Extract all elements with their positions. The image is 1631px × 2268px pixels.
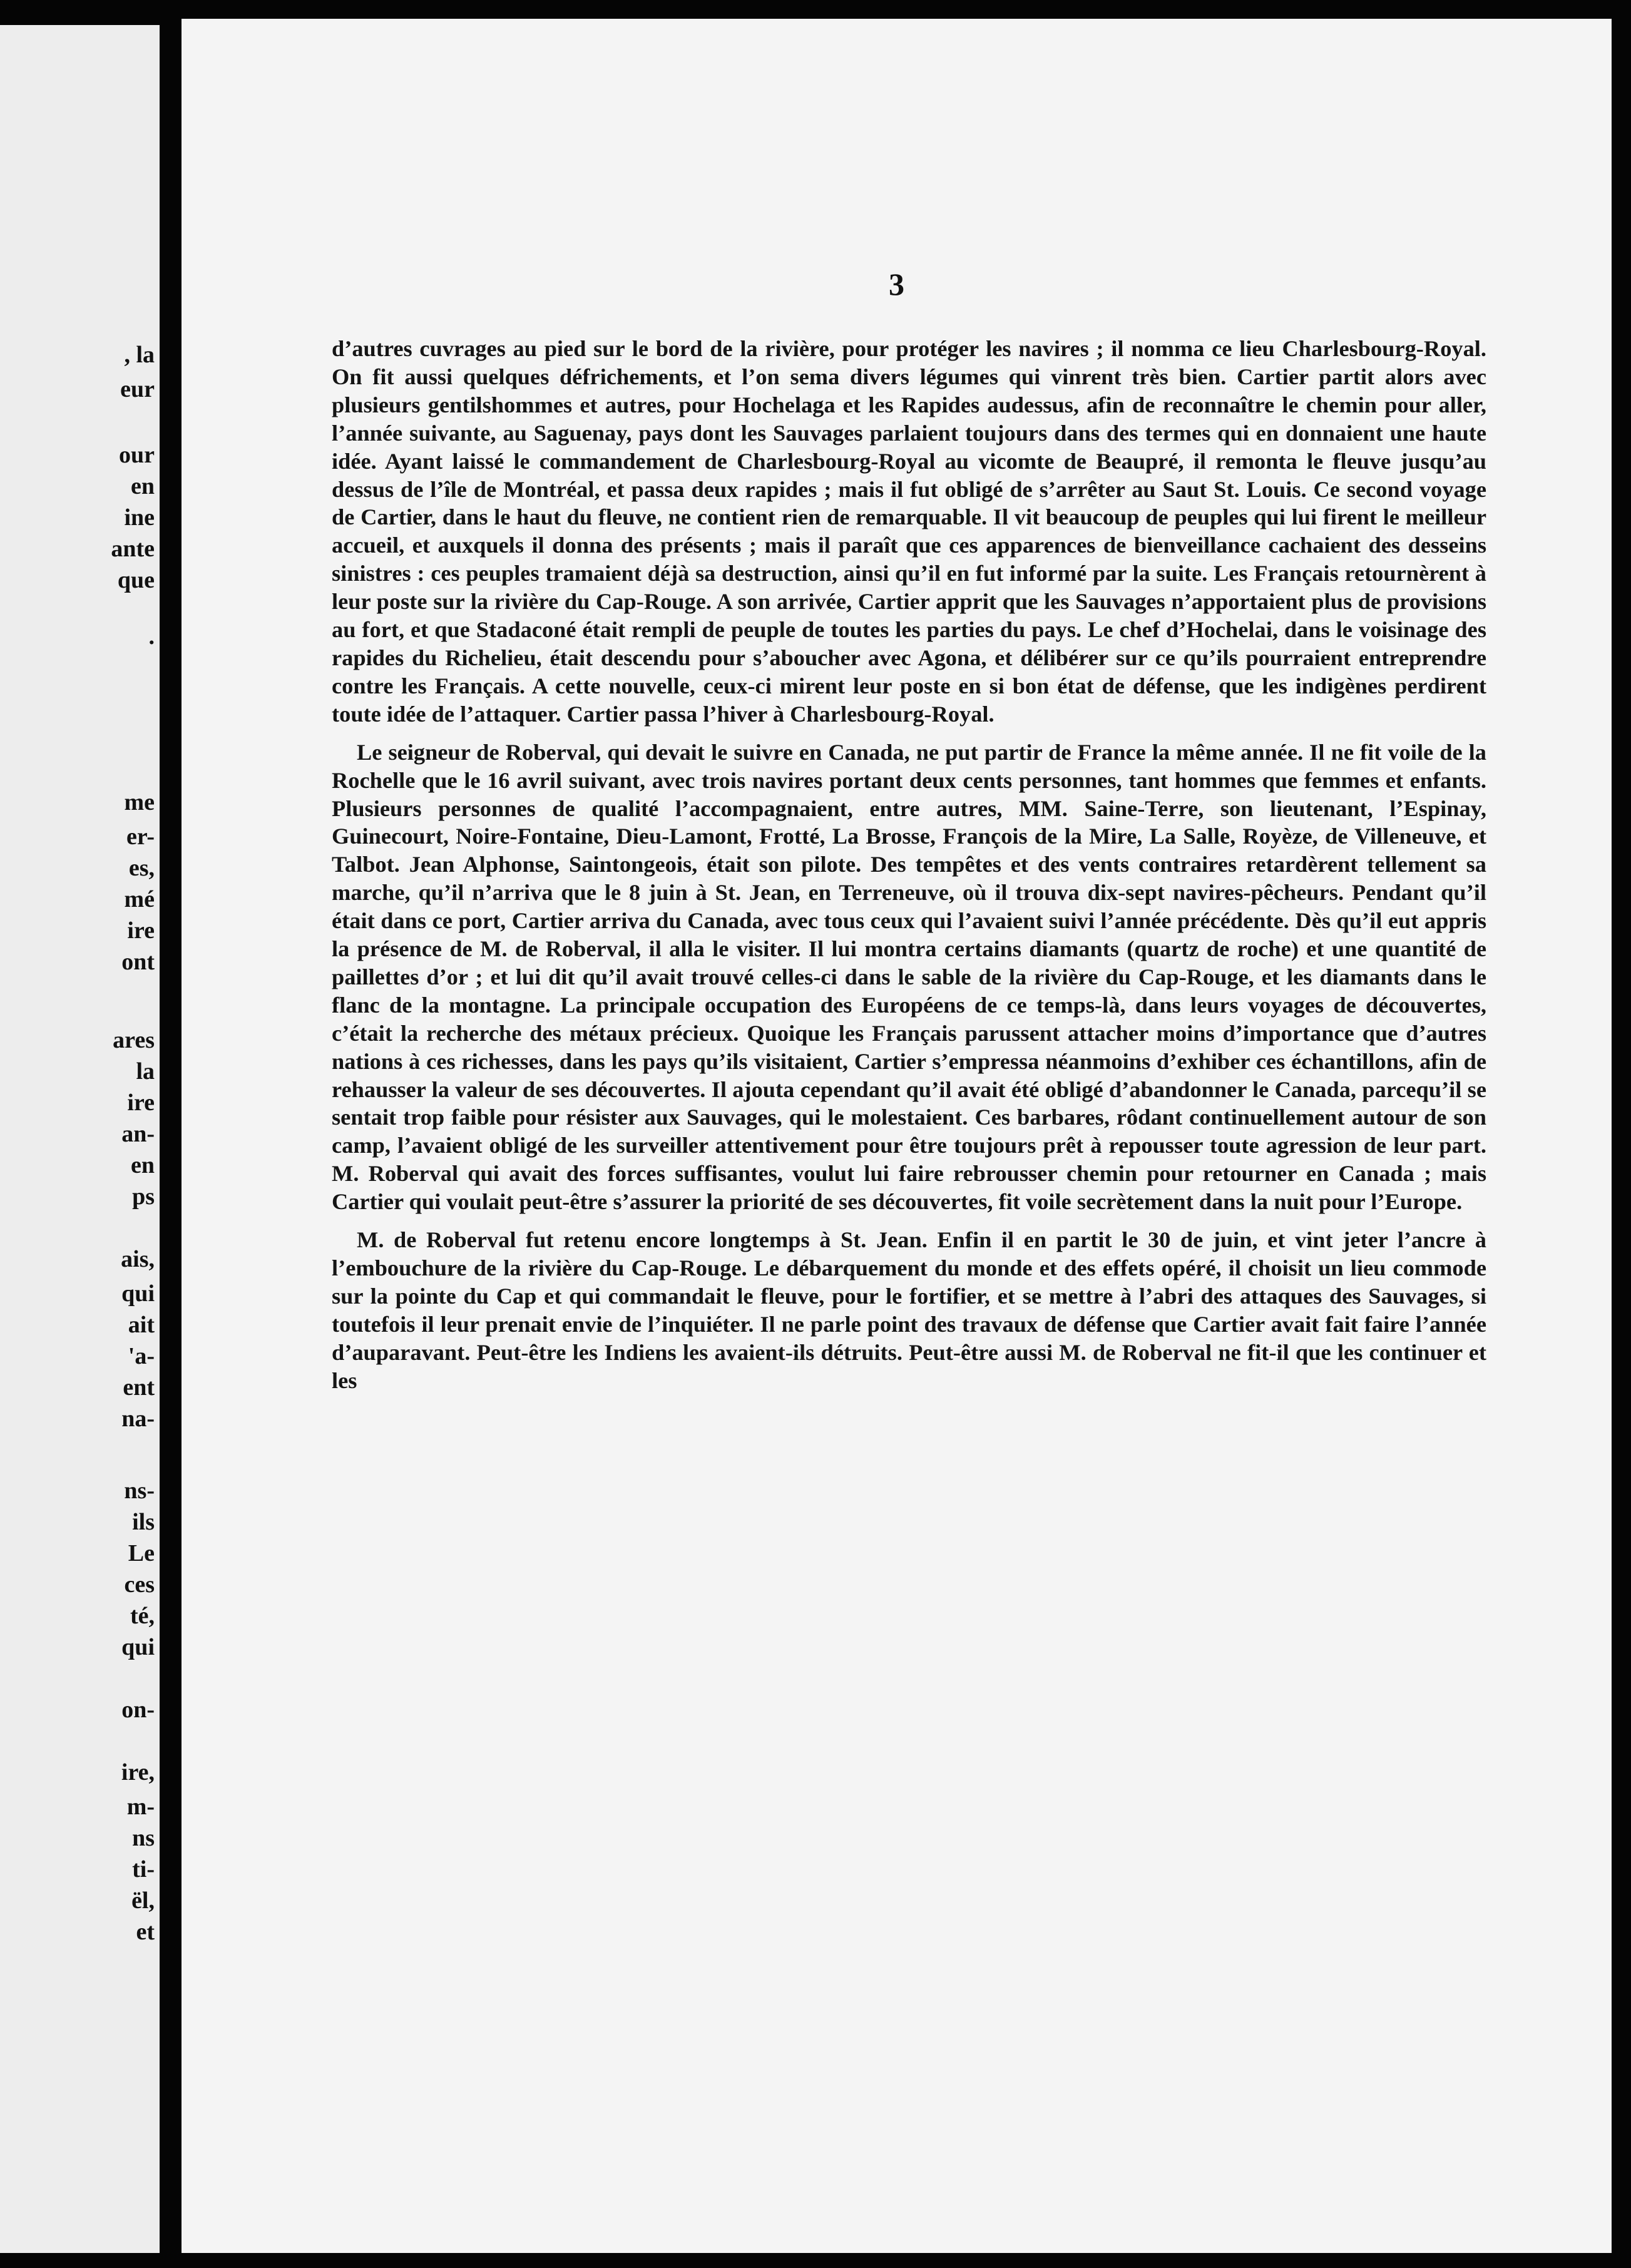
edge-text-fragment: na- xyxy=(121,1406,155,1432)
paragraph: Le seigneur de Roberval, qui devait le suivre en Canada, ne put partir de France la même année. Il ne fit voile de la Rochelle que le 16 avril suivant, avec trois navires portant deux cents personnes, tant hommes que femmes et enfants. Plusieurs personnes de qualité l’accompagnaient, entre autres, MM. Saine-Terre, son lieutenant, l’Espinay, Guinecourt, Noire-Fontaine, Dieu-Lamont, Frotté, La Brosse, François de la Mire, La Salle, Royèze, de Villeneuve, et Talbot. Jean Alphonse, Saintongeois, était son pilote. Des tempêtes et des vents contraires retardèrent tellement sa marche, qu’il n’arriva que le 8 juin à St. Jean, en Terreneuve, où il trouva dix-sept navires-pêcheurs. Pendant qu’il était dans ce port, Cartier arriva du Canada, avec tous ceux qui l’avaient suivi l’année précédente. Dès qu’il eut appris la présence de M. de Roberval, il alla le visiter. Il lui montra certains diamants (quartz de roche) et une quantité de paillettes d’or ; et lui dit qu’il avait trouvé celles-ci dans le sable de la rivière du Cap-Rouge, et les diamants dans le flanc de la montagne. La principale occupation des Européens de ce temps-là, dans leurs voyages de découvertes, c’était la recherche des métaux précieux. Quoique les Français parussent attacher moins d’importance que d’autres nations à ces richesses, dans les pays qu’ils visitaient, Cartier s’empressa néanmoins d’exhiber ces échantillons, afin de rehausser la valeur de ses découvertes. Il ajouta cependant qu’il avait été obligé d’abandonner le Canada, parcequ’il se sentait trop faible pour résister aux Sauvages, qui le molestaient. Ces barbares, rôdant continuellement autour de son camp, l’avaient obligé de les surveiller attentivement pour être toujours prêt à repousser toute agression de leur part. M. Roberval qui avait des forces suffisantes, voulut lui faire rebrousser chemin pour retourner en Canada ; mais Cartier qui voulait peut-être s’assurer la priorité de ses découvertes, fit voile secrètement dans la nuit pour l’Europe. xyxy=(332,739,1486,1215)
edge-text-fragment: eur xyxy=(120,376,155,402)
edge-text-fragment: en xyxy=(131,1152,155,1178)
edge-text-fragment: . xyxy=(148,623,155,650)
edge-text-fragment: qui xyxy=(121,1280,155,1307)
edge-text-fragment: ent xyxy=(123,1374,155,1401)
edge-text-fragment: ine xyxy=(124,504,155,531)
paragraph: d’autres cuvrages au pied sur le bord de la rivière, pour protéger les navires ; il nomma ce lieu Charlesbourg-Royal. On fit aussi quelques défrichements, et l’on sema divers légumes qui vinrent très bien. Cartier partit alors avec plusieurs gentilshommes et autres, pour Hochelaga et les Rapides audessus, afin de reconnaître le chemin pour aller, l’année suivante, au Saguenay, pays dont les Sauvages parlaient toujours dans des termes qui en donnaient une haute idée. Ayant laissé le commandement de Charlesbourg-Royal au vicomte de Beaupré, il remonta le fleuve jusqu’au dessus de l’île de Montréal, et passa deux rapides ; mais il fut obligé de s’arrêter au Saut St. Louis. Ce second voyage de Cartier, dans le haut du fleuve, ne contient rien de remarquable. Il vit beaucoup de peuples qui lui firent le meilleur accueil, et auxquels il donna des présents ; mais il paraît que ces apparences de bienveillance cachaient des desseins sinistres : ces peuples tramaient déjà sa destruction, ainsi qu’il en fut informé par la suite. Les Français retournèrent à leur poste sur la rivière du Cap-Rouge. A son arrivée, Cartier apprit que les Sauvages n’apportaient plus de provisions au fort, et que Stadaconé était rempli de peuple de toutes les parties du pays. Le chef d’Hochelai, dans le voisinage des rapides du Richelieu, était descendu pour s’aboucher avec Agona, et délibérer sur ce qu’ils pourraient entreprendre contre les Français. A cette nouvelle, ceux-ci mirent leur poste en si bon état de défense, que les indigènes perdirent toute idée de l’attaquer. Cartier passa l’hiver à Charlesbourg-Royal. xyxy=(332,336,1486,727)
edge-text-fragment: ël, xyxy=(131,1887,155,1914)
edge-text-fragment: ont xyxy=(121,949,155,975)
page-number: 3 xyxy=(889,267,904,302)
edge-text-fragment: ps xyxy=(132,1183,155,1210)
edge-text-fragment: an- xyxy=(121,1121,155,1147)
edge-text-fragment: m- xyxy=(126,1794,155,1820)
paragraph: M. de Roberval fut retenu encore longtemps à St. Jean. Enfin il en partit le 30 de juin, et vint jeter l’ancre à l’embouchure de la rivière du Cap-Rouge. Le débarquement du monde et des effets opéré, il choisit un lieu commode sur la pointe du Cap et qui commandait le fleuve, pour le fortifier, et se mettre à l’abri des attaques des Sauvages, si toutefois il leur prenait envie de l’inquiéter. Il ne parle point des travaux de défense que Cartier avait fait faire l’année d’auparavant. Peut-être les Indiens les avaient-ils détruits. Peut-être aussi M. de Roberval ne fit-il que les continuer et les xyxy=(332,1227,1486,1393)
edge-text-fragment: ces xyxy=(124,1571,155,1598)
edge-text-fragment: ante xyxy=(111,536,155,562)
edge-text-fragment: ais, xyxy=(121,1246,155,1272)
edge-text-fragment: , la xyxy=(124,342,155,368)
edge-text-fragment: en xyxy=(131,473,155,499)
edge-text-fragment: té, xyxy=(130,1603,155,1629)
edge-text-fragment: ire xyxy=(127,917,155,944)
edge-text-fragment: our xyxy=(119,442,155,468)
edge-text-fragment: ire, xyxy=(121,1759,155,1785)
edge-text-fragment: mé xyxy=(124,886,155,912)
edge-text-fragment: ares xyxy=(113,1027,155,1053)
edge-text-fragment: qui xyxy=(121,1634,155,1660)
page-body xyxy=(332,335,1486,1395)
edge-text-fragment: me xyxy=(124,789,155,815)
edge-text-fragment: er- xyxy=(126,824,155,850)
edge-text-fragment: que xyxy=(117,567,155,593)
edge-text-fragment: on- xyxy=(121,1697,155,1723)
edge-text-fragment: ils xyxy=(132,1509,155,1535)
edge-text-fragment: et xyxy=(136,1919,155,1945)
edge-text-fragment: es, xyxy=(128,855,155,881)
edge-text-fragment: la xyxy=(136,1058,155,1085)
adjacent-page-edge xyxy=(0,25,160,2253)
edge-text-fragment: 'a- xyxy=(128,1343,155,1369)
edge-text-fragment: ti- xyxy=(132,1856,155,1882)
edge-text-fragment: ns xyxy=(132,1825,155,1851)
edge-text-fragment: ait xyxy=(128,1312,155,1338)
document-page xyxy=(182,19,1612,2253)
edge-text-fragment: ns- xyxy=(124,1478,155,1504)
edge-text-fragment: Le xyxy=(128,1540,155,1566)
edge-text-fragment: ire xyxy=(127,1090,155,1116)
